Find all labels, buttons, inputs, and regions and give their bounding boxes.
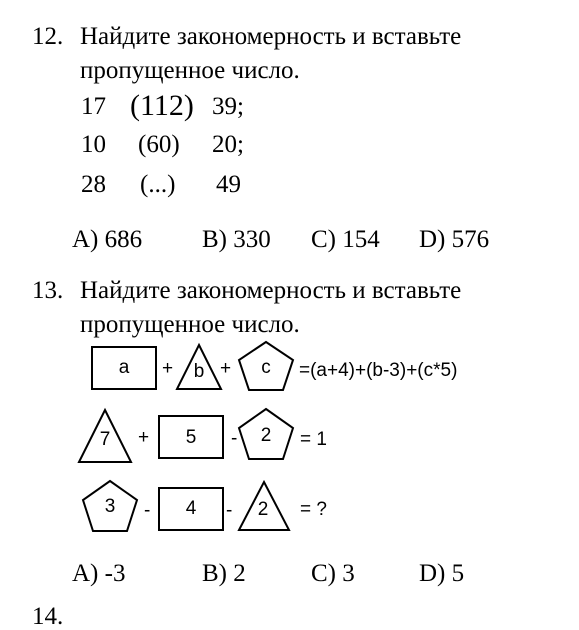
q12-row1-left: 17 [81,93,106,120]
next-question-number: 14. [32,603,64,630]
q12-row2-right: 20; [212,131,244,158]
q12-option-b[interactable]: B) 330 [202,226,271,253]
q12-row1-middle: (112) [130,89,194,122]
square-label: 4 [185,498,197,519]
triangle-label: 7 [99,429,111,450]
triangle-label: 2 [257,499,269,520]
q13-prompt-line2: пропущенное число. [80,311,300,338]
q12-row2-left: 10 [81,131,106,158]
formula: =(a+4)+(b-3)+(c*5) [299,360,458,381]
minus-sign: - [231,428,238,449]
plus-sign: + [138,427,150,448]
q12-option-a[interactable]: A) 686 [72,226,143,253]
q12-option-c[interactable]: C) 154 [311,226,380,253]
q13-option-d[interactable]: D) 5 [419,560,465,587]
plus-sign: + [162,358,174,379]
q12-prompt-line1: Найдите закономерность и вставьте [80,23,462,50]
q12-row2-middle: (60) [138,131,180,158]
q13-option-c[interactable]: C) 3 [311,560,355,587]
triangle-label: b [193,361,205,382]
square-label: 5 [185,427,197,448]
square-label: a [118,357,130,378]
pentagon-label: 3 [104,496,116,517]
equation-result: = 1 [300,429,327,450]
q12-number: 12. [32,23,64,50]
pentagon-label: c [261,357,271,378]
q12-option-d[interactable]: D) 576 [419,226,490,253]
q12-row1-right: 39; [212,93,244,120]
minus-sign: - [226,500,233,521]
minus-sign: - [144,500,151,521]
q13-prompt-line1: Найдите закономерность и вставьте [80,277,462,304]
plus-sign: + [220,358,232,379]
q12-prompt-line2: пропущенное число. [80,57,300,84]
pentagon-label: 2 [260,425,272,446]
q12-row3-left: 28 [81,171,106,198]
q13-option-b[interactable]: B) 2 [202,560,246,587]
equation-result: = ? [300,499,327,520]
q12-row3-middle: (...) [140,171,176,198]
q13-number: 13. [32,277,64,304]
q13-option-a[interactable]: A) -3 [72,560,126,587]
q12-row3-right: 49 [216,171,241,198]
